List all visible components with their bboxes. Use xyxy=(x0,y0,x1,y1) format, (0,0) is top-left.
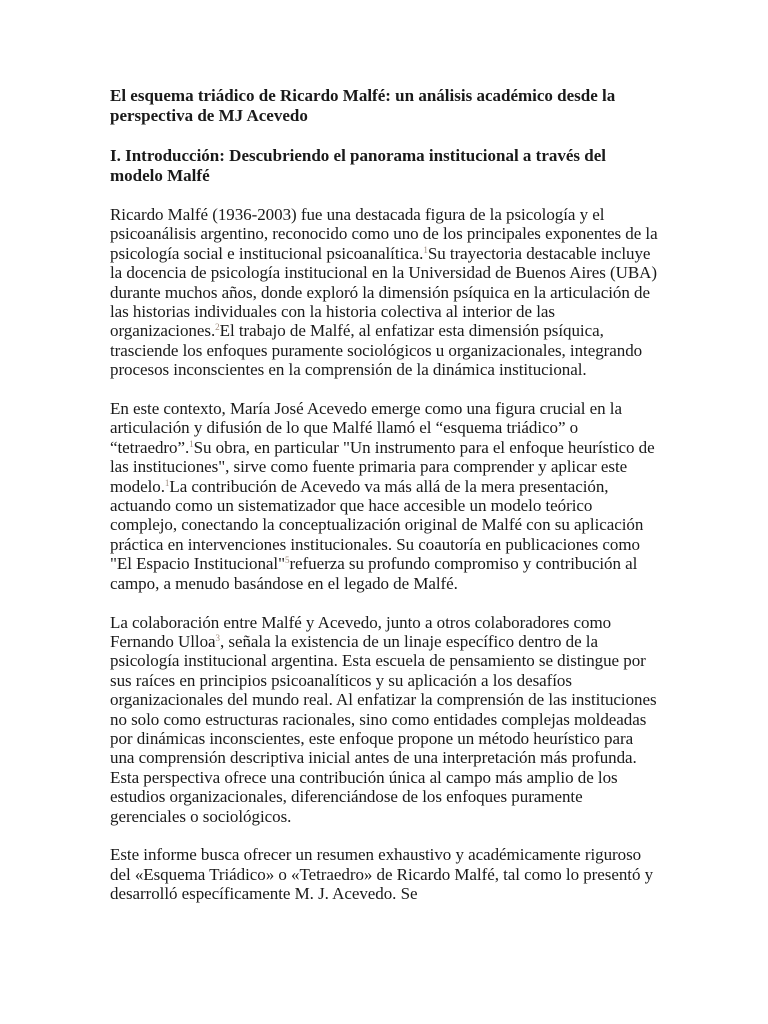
paragraph-2-text-b: Su obra, en particular "Un instrumento para el enfoque heurístico de las instituciones", sirve como fuente primaria para comprender y aplicar este modelo. xyxy=(110,437,655,496)
paragraph-2 xyxy=(110,399,660,593)
footnote-marker[interactable]: 5 xyxy=(284,555,290,566)
paragraph-1-text-a: Ricardo Malfé (1936-2003) fue una destacada figura de la psicología y el psicoanálisis argentino, reconocido como uno de los principales exponentes de la psicología social e institucional psicoanalítica. xyxy=(110,205,658,263)
footnote-marker[interactable]: 1 xyxy=(164,477,170,488)
paragraph-2-text-d: refuerza su profundo compromiso y contribución al campo, a menudo basándose en el legado de Malfé. xyxy=(110,554,638,593)
paragraph-2-text-a: En este contexto, María José Acevedo emerge como una figura crucial en la articulación y difusión de lo que Malfé llamó el “esquema triádico” o “tetraedro”. xyxy=(110,399,622,457)
document-page xyxy=(110,86,660,923)
paragraph-4-text-a: Este informe busca ofrecer un resumen exhaustivo y académicamente riguroso del «Esquema Triádico» o «Tetraedro» de Ricardo Malfé, tal como lo presentó y desarrolló específicamente M. J. Acevedo. Se xyxy=(110,845,654,904)
paragraph-3-text-a: La colaboración entre Malfé y Acevedo, junto a otros colaboradores como Fernando Ulloa xyxy=(110,612,612,651)
paragraph-1-text-b: Su trayectoria destacable incluye la docencia de psicología institucional en la Universidad de Buenos Aires (UBA) durante muchos años, donde exploró la dimensión psíquica en la articulación de las historias individuales con la historia colectiva al interior de las organizaciones. xyxy=(110,243,657,341)
paragraph-2-text-c: La contribución de Acevedo va más allá de la mera presentación, actuando como un sistematizador que hace accesible un modelo teórico complejo, conectando la conceptualización original de Malfé con su aplicación práctica en intervenciones institucionales. Su coautoría en publicaciones como "El Espacio Institucional" xyxy=(110,476,644,574)
paragraph-4 xyxy=(110,845,660,903)
paragraph-3-text-b: , señala la existencia de un linaje específico dentro de la psicología institucional argentina. Esta escuela de pensamiento se distingue por sus raíces en principios psicoanalíticos y su aplicación a los desafíos organizacionales del mundo real. Al enfatizar la comprensión de las instituciones no solo como estructuras racionales, sino como entidades complejas moldeadas por dinámicas inconscientes, este enfoque propone un método heurístico para una comprensión descriptiva inicial antes de una interpretación más profunda. Esta perspectiva ofrece una contribución única al campo más amplio de los estudios organizacionales, diferenciándose de los enfoques puramente gerenciales o sociológicos. xyxy=(110,631,657,826)
document-title: El esquema triádico de Ricardo Malfé: un análisis académico desde la perspectiva de MJ Acevedo xyxy=(110,86,616,125)
section-heading: I. Introducción: Descubriendo el panorama institucional a través del modelo Malfé xyxy=(110,146,607,185)
paragraph-3 xyxy=(110,613,660,826)
footnote-marker[interactable]: 2 xyxy=(215,322,220,333)
footnote-marker[interactable]: 3 xyxy=(215,632,220,643)
paragraph-1-text-c: El trabajo de Malfé, al enfatizar esta dimensión psíquica, trasciende los enfoques puramente sociológicos u organizacionales, integrando procesos inconscientes en la comprensión de la dinámica institucional. xyxy=(110,321,643,380)
footnote-marker[interactable]: 1 xyxy=(189,438,194,449)
paragraph-1 xyxy=(110,205,660,380)
footnote-marker[interactable]: 1 xyxy=(423,244,428,255)
